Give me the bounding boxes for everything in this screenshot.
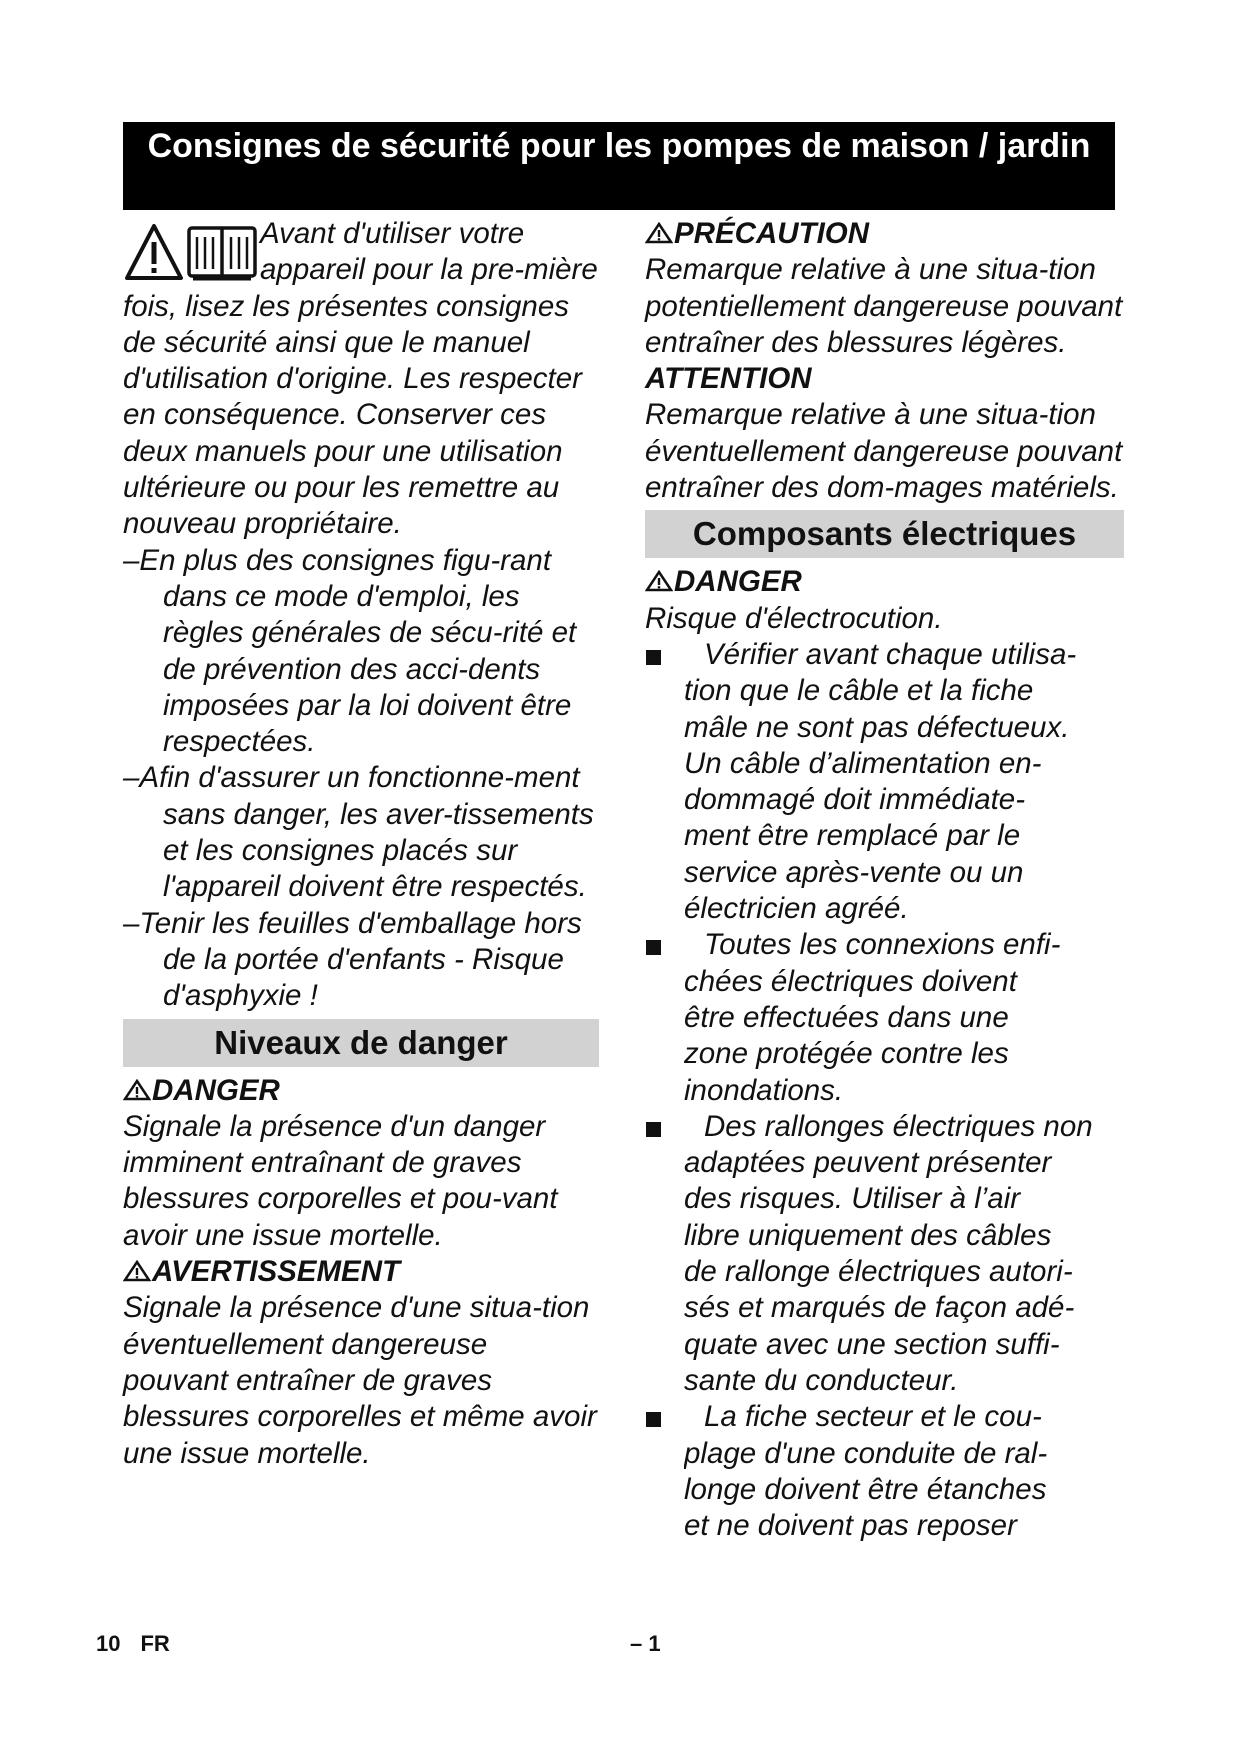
danger-level-label: DANGER [645, 564, 1125, 600]
warning-description: Signale la présence d'une situa-tion éventuellement dangereuse pouvant entraîner de graves blessures corporelles et même avoir une issue mortelle. [123, 1291, 597, 1470]
intro-paragraph: Avant d'utiliser votre appareil pour la pre-mière fois, lisez les présentes consignes de sécurité ainsi que le manuel d'utilisation d'origine. Les respecter en conséquence. Conserver ces deux manuels pour une utilisation ultérieure ou pour les remettre au nouveau propriétaire. [123, 217, 598, 541]
left-column [123, 216, 599, 1472]
danger-description: Risque d'électrocution. [645, 601, 943, 635]
warning-triangle-icon [645, 570, 673, 592]
attention-description: Remarque relative à une situa-tion éventuellement dangereuse pouvant entraîner des dom-mages matériels. [645, 398, 1123, 505]
danger-description: Signale la présence d'un danger imminent entraînant de graves blessures corporelles et pou-vant avoir une issue mortelle. [123, 1109, 558, 1252]
footer-center-marker: – 1 [630, 1631, 661, 1656]
warning-level-label: AVERTISSEMENT [123, 1254, 599, 1290]
attention-level-label: ATTENTION [645, 362, 812, 396]
dash-item: –Tenir les feuilles d'emballage hors de la portée d'enfants - Risque d'asphyxie ! [123, 906, 582, 1013]
page-number: 10 [96, 1631, 121, 1656]
caution-level-label: PRÉCAUTION [645, 216, 1125, 252]
danger-level-label: DANGER [123, 1073, 599, 1109]
section-heading-electrical-components: Composants électriques [645, 510, 1124, 558]
page-footer [96, 1631, 190, 1657]
bullet-item: Des rallonges électriques non adaptées peuvent présenter des risques. Utiliser à l’air libre uniquement des câbles de rallonge électriques autori- sés et marqués de façon adé- quate avec une section suffi- sante du conducteur. [645, 1109, 1125, 1399]
bullet-item: Vérifier avant chaque utilisa- tion que le câble et la fiche mâle ne sont pas défectueux. Un câble d’alimentation en- dommagé doit immédiate- ment être remplacé par le service après-vente ou un électricien agréé. [645, 637, 1125, 927]
language-code: FR [140, 1631, 170, 1656]
square-bullet-icon [646, 650, 661, 665]
square-bullet-icon [646, 940, 661, 955]
square-bullet-icon [646, 1122, 661, 1137]
intro-icons [123, 222, 260, 284]
caution-description: Remarque relative à une situa-tion potentiellement dangereuse pouvant entraîner des blessures légères. [645, 253, 1123, 359]
dash-item: –En plus des consignes figu-rant dans ce mode d'emploi, les règles générales de sécu-rité et de prévention des acci-dents imposées par la loi doivent être respectées. [123, 543, 577, 759]
warning-triangle-icon [645, 222, 673, 244]
dash-item: –Afin d'assurer un fonctionne-ment sans danger, les aver-tissements et les consignes placés sur l'appareil doivent être respectés. [123, 761, 594, 904]
warning-triangle-icon [123, 1260, 151, 1282]
square-bullet-icon [646, 1412, 661, 1427]
section-heading-danger-levels: Niveaux de danger [123, 1019, 599, 1067]
manual-book-icon [189, 228, 255, 279]
page-title: Consignes de sécurité pour les pompes de maison / jardin [123, 122, 1115, 210]
warning-triangle-icon [127, 226, 181, 278]
bullet-item: Toutes les connexions enfi- chées électriques doivent être effectuées dans une zone protégée contre les inondations. [645, 927, 1125, 1108]
warning-triangle-icon [123, 1079, 151, 1101]
right-column [645, 216, 1125, 1544]
bullet-item: La fiche secteur et le cou- plage d'une conduite de ral- longe doivent être étanches et ne doivent pas reposer [645, 1399, 1125, 1544]
